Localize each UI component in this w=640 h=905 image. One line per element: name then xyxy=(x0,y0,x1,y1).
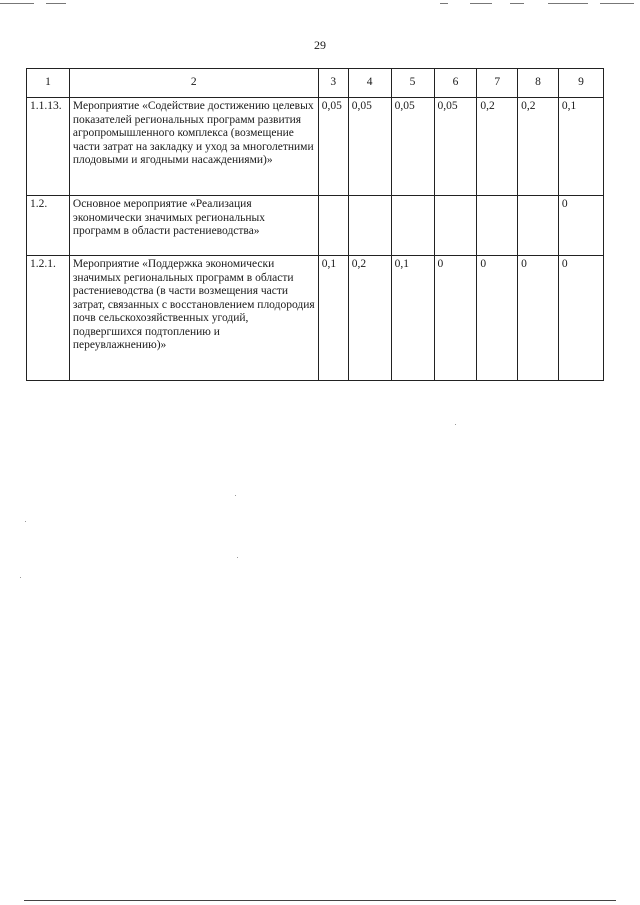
value-cell: 0,05 xyxy=(391,98,434,196)
header-cell: 1 xyxy=(27,69,70,98)
value-cell: 0,05 xyxy=(434,98,477,196)
value-cell: 0 xyxy=(518,256,559,381)
row-code: 1.1.13. xyxy=(27,98,70,196)
header-cell: 4 xyxy=(348,69,391,98)
table-row xyxy=(27,256,604,381)
header-cell: 5 xyxy=(391,69,434,98)
table-row xyxy=(27,98,604,196)
row-description: Основное мероприятие «Реализация экономически значимых региональных программ в области растениеводства» xyxy=(69,196,318,256)
row-description: Мероприятие «Содействие достижению целевых показателей региональных программ развития агропромышленного комплекса (возмещение части затрат на закладку и уход за многолетними плодовыми и ягодными насаждениями)» xyxy=(69,98,318,196)
header-cell: 9 xyxy=(558,69,603,98)
value-cell: 0 xyxy=(477,256,518,381)
scan-artifact-top xyxy=(0,0,640,6)
value-cell: 0,1 xyxy=(391,256,434,381)
header-cell: 7 xyxy=(477,69,518,98)
header-cell: 8 xyxy=(518,69,559,98)
row-description: Мероприятие «Поддержка экономически значимых региональных программ в области растениеводства (в части возмещения части затрат, связанных с восстановлением плодородия почв сельскохозяйственных угодий, подвергшихся подтоплению и переувлажнению)» xyxy=(69,256,318,381)
row-code: 1.2.1. xyxy=(27,256,70,381)
page-number: 29 xyxy=(314,38,326,52)
value-cell: 0,1 xyxy=(558,98,603,196)
table-header-row xyxy=(27,69,604,98)
value-cell: 0,1 xyxy=(318,256,348,381)
value-cell: 0,2 xyxy=(477,98,518,196)
header-cell: 6 xyxy=(434,69,477,98)
value-cell: 0,05 xyxy=(348,98,391,196)
value-cell xyxy=(518,196,559,256)
value-cell: 0 xyxy=(434,256,477,381)
value-cell: 0 xyxy=(558,196,603,256)
header-cell: 3 xyxy=(318,69,348,98)
value-cell xyxy=(434,196,477,256)
value-cell: 0 xyxy=(558,256,603,381)
scan-artifact-bottom xyxy=(24,900,616,901)
value-cell xyxy=(318,196,348,256)
value-cell xyxy=(348,196,391,256)
document-table xyxy=(26,68,604,381)
row-code: 1.2. xyxy=(27,196,70,256)
value-cell: 0,2 xyxy=(348,256,391,381)
value-cell xyxy=(477,196,518,256)
value-cell: 0,2 xyxy=(518,98,559,196)
header-cell: 2 xyxy=(69,69,318,98)
table-row xyxy=(27,196,604,256)
value-cell xyxy=(391,196,434,256)
value-cell: 0,05 xyxy=(318,98,348,196)
